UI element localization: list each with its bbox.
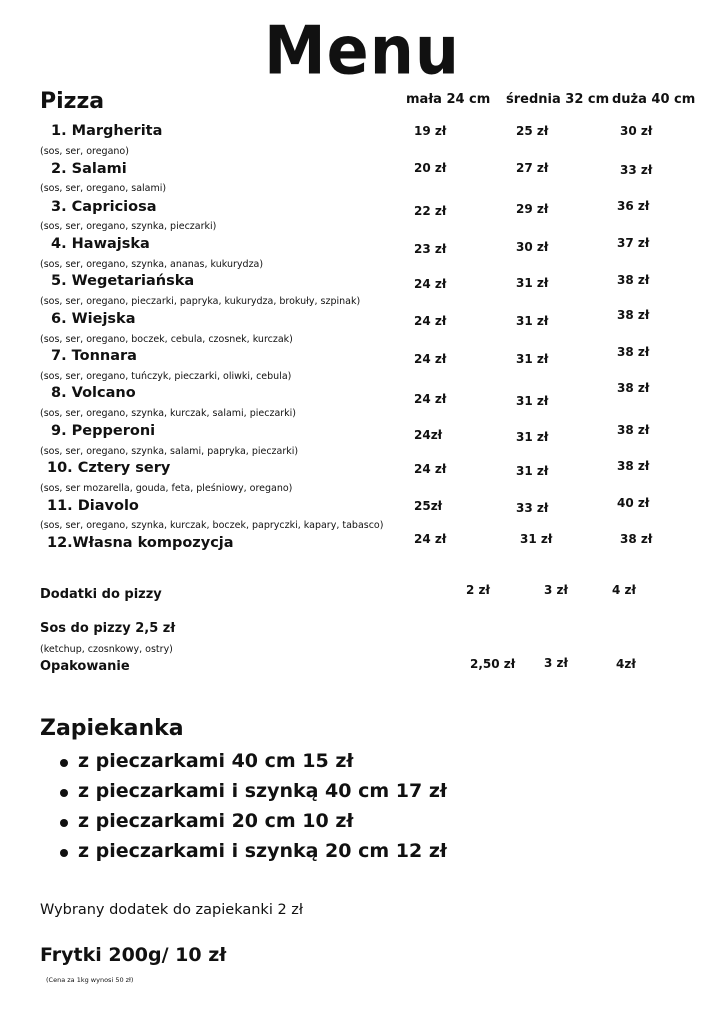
pizza-name: 8. Volcano [51, 385, 136, 401]
price-medium: 29 zł [516, 202, 549, 216]
price-small: 24 zł [414, 462, 447, 476]
bullet-icon [60, 759, 68, 767]
price-small: 20 zł [414, 161, 447, 175]
pizza-ingredients: (sos, ser, oregano, szynka, salami, papryka, pieczarki) [40, 446, 299, 457]
pizza-name: 1. Margherita [51, 123, 163, 139]
price-medium: 31 zł [516, 276, 549, 290]
pizza-ingredients: (sos, ser, oregano, szynka, kurczak, salami, pieczarki) [40, 408, 297, 419]
price-large: 38 zł [617, 308, 650, 322]
price-small: 24 zł [414, 532, 447, 546]
toppings-price-small: 2 zł [466, 583, 490, 597]
packaging-price-small: 2,50 zł [470, 657, 516, 671]
price-small: 19 zł [414, 124, 447, 138]
price-small: 23 zł [414, 242, 447, 256]
price-large: 36 zł [617, 199, 650, 213]
price-medium: 27 zł [516, 161, 549, 175]
zapiekanka-heading: Zapiekanka [40, 716, 184, 741]
bullet-icon [60, 789, 68, 797]
zapiekanka-item: z pieczarkami i szynką 40 cm 17 zł [78, 780, 447, 802]
price-medium: 33 zł [516, 501, 549, 515]
fries-note: (Cena za 1kg wynosi 50 zł) [46, 976, 134, 984]
pizza-name: 4. Hawajska [51, 236, 150, 252]
price-medium: 31 zł [520, 532, 553, 546]
pizza-name: 11. Diavolo [47, 498, 139, 514]
price-medium: 30 zł [516, 240, 549, 254]
pizza-name: 6. Wiejska [51, 311, 136, 327]
price-large: 38 zł [617, 273, 650, 287]
size-header-medium: średnia 32 cm [506, 92, 610, 107]
pizza-name: 9. Pepperoni [51, 423, 156, 439]
sauce-note: (ketchup, czosnkowy, ostry) [40, 644, 173, 655]
price-large: 38 zł [620, 532, 653, 546]
zapiekanka-item: z pieczarkami 40 cm 15 zł [78, 750, 354, 772]
pizza-name: 12.Własna kompozycja [47, 535, 234, 551]
price-small: 24 zł [414, 277, 447, 291]
price-medium: 31 zł [516, 314, 549, 328]
pizza-ingredients: (sos, ser, oregano, salami) [40, 183, 167, 194]
price-medium: 31 zł [516, 394, 549, 408]
fries-label: Frytki 200g/ 10 zł [40, 944, 227, 966]
packaging-label: Opakowanie [40, 659, 130, 674]
price-medium: 31 zł [516, 464, 549, 478]
sauce-label: Sos do pizzy 2,5 zł [40, 621, 176, 636]
packaging-price-medium: 3 zł [544, 656, 568, 670]
pizza-ingredients: (sos, ser, oregano, szynka, ananas, kukurydza) [40, 259, 264, 270]
toppings-price-medium: 3 zł [544, 583, 568, 597]
price-large: 33 zł [620, 163, 653, 177]
price-small: 22 zł [414, 204, 447, 218]
price-small: 25zł [414, 499, 443, 513]
pizza-name: 5. Wegetariańska [51, 273, 195, 289]
zapiekanka-addon: Wybrany dodatek do zapiekanki 2 zł [40, 902, 304, 918]
pizza-name: 3. Capriciosa [51, 199, 157, 215]
price-large: 30 zł [620, 124, 653, 138]
pizza-ingredients: (sos, ser, oregano, szynka, kurczak, boczek, papryczki, kapary, tabasco) [40, 520, 384, 531]
toppings-price-large: 4 zł [612, 583, 636, 597]
price-large: 38 zł [617, 459, 650, 473]
price-small: 24 zł [414, 314, 447, 328]
packaging-price-large: 4zł [616, 657, 636, 671]
pizza-name: 7. Tonnara [51, 348, 137, 364]
pizza-heading: Pizza [40, 89, 105, 114]
price-large: 38 zł [617, 381, 650, 395]
pizza-ingredients: (sos, ser, oregano, tuńczyk, pieczarki, oliwki, cebula) [40, 371, 292, 382]
zapiekanka-item: z pieczarkami 20 cm 10 zł [78, 810, 354, 832]
size-header-large: duża 40 cm [612, 92, 696, 107]
price-medium: 31 zł [516, 352, 549, 366]
pizza-ingredients: (sos, ser, oregano) [40, 146, 129, 157]
toppings-label: Dodatki do pizzy [40, 587, 162, 602]
pizza-ingredients: (sos, ser, oregano, pieczarki, papryka, kukurydza, brokuły, szpinak) [40, 296, 361, 307]
price-small: 24 zł [414, 352, 447, 366]
menu-title: Menu [263, 11, 461, 90]
price-large: 38 zł [617, 423, 650, 437]
price-small: 24zł [414, 428, 443, 442]
pizza-ingredients: (sos, ser, oregano, szynka, pieczarki) [40, 221, 217, 232]
pizza-name: 2. Salami [51, 161, 127, 177]
price-large: 37 zł [617, 236, 650, 250]
pizza-name: 10. Cztery sery [47, 460, 171, 476]
pizza-ingredients: (sos, ser mozarella, gouda, feta, pleśniowy, oregano) [40, 483, 293, 494]
pizza-ingredients: (sos, ser, oregano, boczek, cebula, czosnek, kurczak) [40, 334, 293, 345]
zapiekanka-item: z pieczarkami i szynką 20 cm 12 zł [78, 840, 447, 862]
price-large: 38 zł [617, 345, 650, 359]
price-large: 40 zł [617, 496, 650, 510]
bullet-icon [60, 819, 68, 827]
bullet-icon [60, 849, 68, 857]
price-medium: 25 zł [516, 124, 549, 138]
price-small: 24 zł [414, 392, 447, 406]
size-header-small: mała 24 cm [406, 92, 491, 107]
price-medium: 31 zł [516, 430, 549, 444]
